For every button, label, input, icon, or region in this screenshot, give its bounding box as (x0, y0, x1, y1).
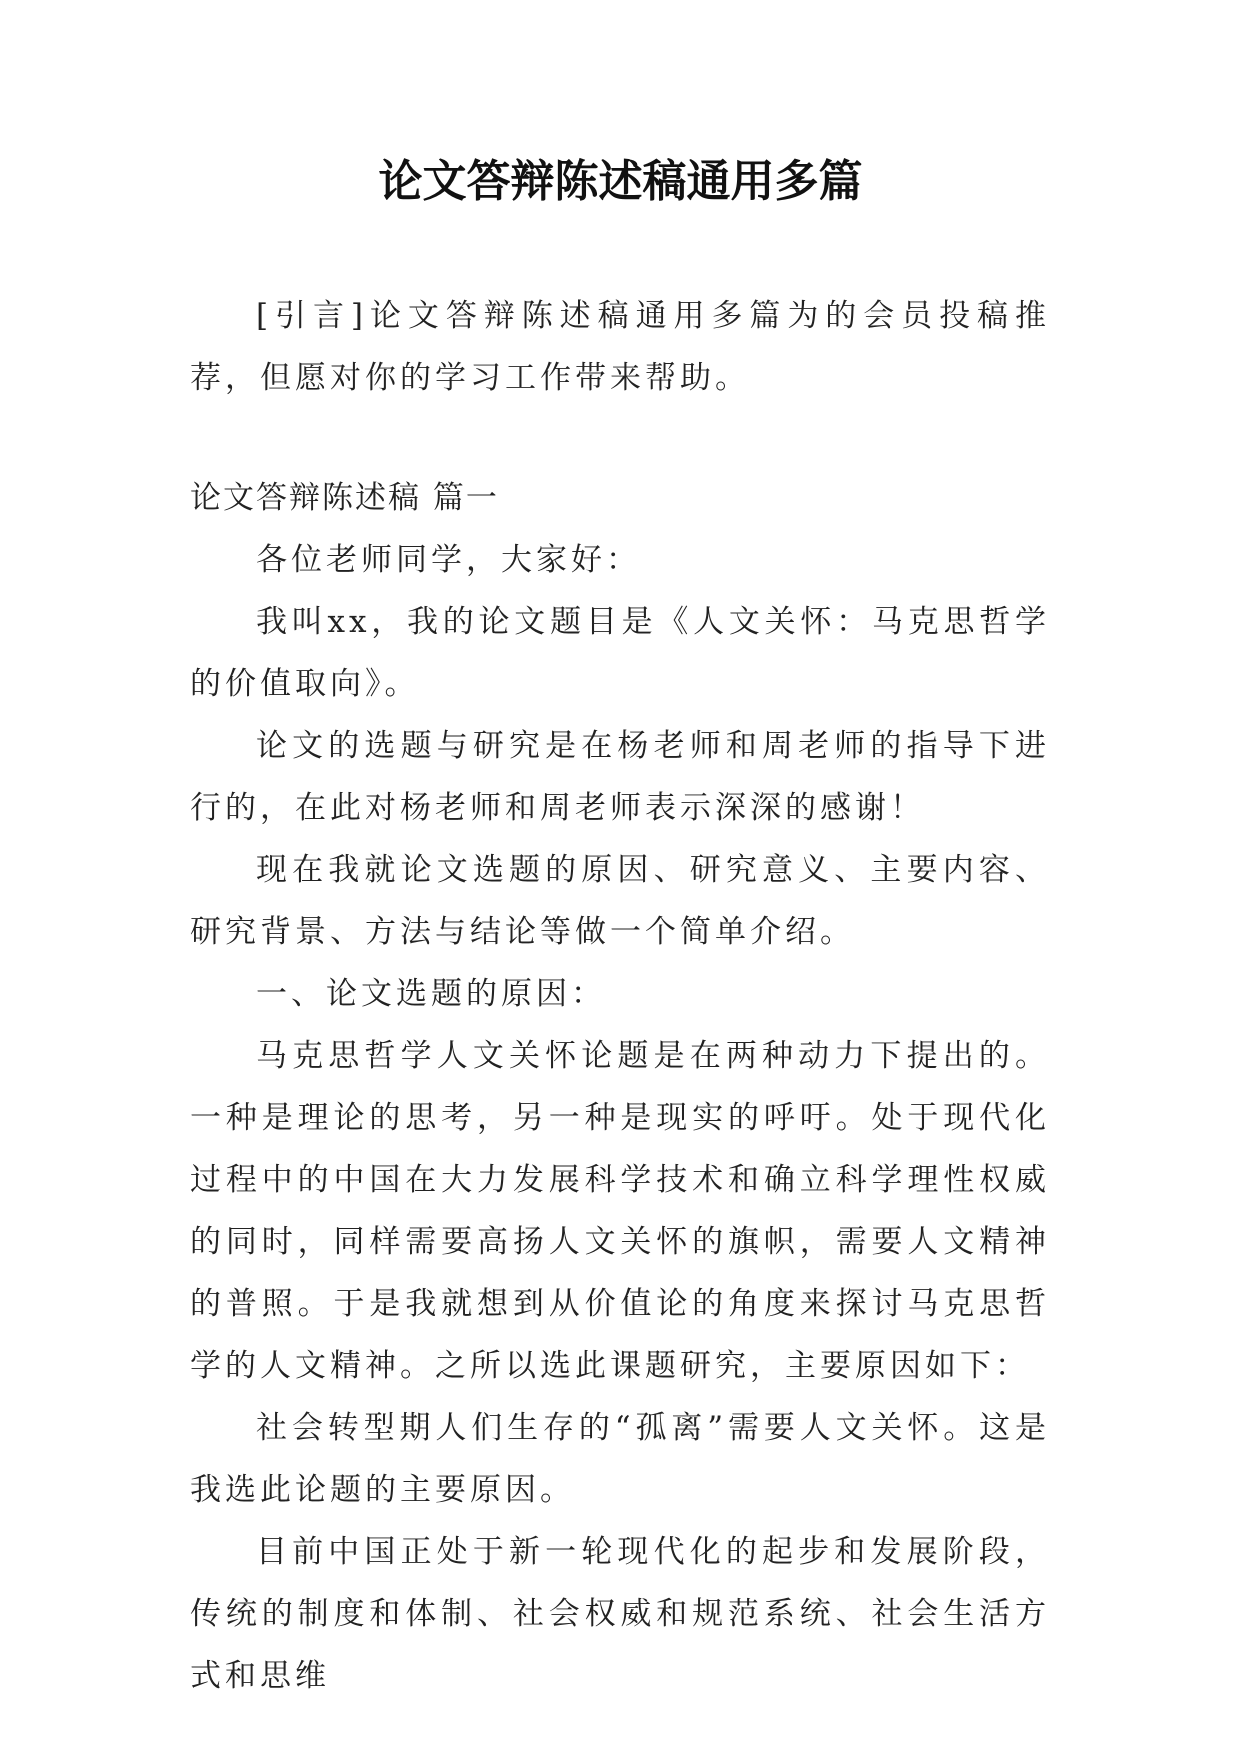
body-paragraph: 马克思哲学人文关怀论题是在两种动力下提出的。一种是理论的思考，另一种是现实的呼吁。处于现代化过程中的中国在大力发展科学技术和确立科学理性权威的同时，同样需要高扬人文关怀的旗帜，需要人文精神的普照。于是我就想到从价值论的角度来探讨马克思哲学的人文精神。之所以选此课题研究，主要原因如下： (190, 1038, 1050, 1384)
body-paragraph: 各位老师同学，大家好： (256, 542, 641, 578)
subsection-heading: 一、论文选题的原因： (256, 976, 606, 1012)
intro-paragraph: [引言]论文答辩陈述稿通用多篇为的会员投稿推荐，但愿对你的学习工作带来帮助。 (190, 298, 1050, 396)
body-paragraph: 论文的选题与研究是在杨老师和周老师的指导下进行的，在此对杨老师和周老师表示深深的感谢！ (190, 728, 1050, 826)
section-heading: 论文答辩陈述稿 篇一 (190, 480, 499, 516)
body-paragraph: 我叫xx，我的论文题目是《人文关怀：马克思哲学的价值取向》。 (190, 604, 1050, 702)
document-body (190, 285, 1050, 1707)
document-title: 论文答辩陈述稿通用多篇 (378, 156, 863, 207)
body-paragraph: 目前中国正处于新一轮现代化的起步和发展阶段，传统的制度和体制、社会权威和规范系统、社会生活方式和思维 (190, 1534, 1050, 1694)
body-paragraph: 社会转型期人们生存的“孤离”需要人文关怀。这是我选此论题的主要原因。 (190, 1410, 1050, 1508)
body-paragraph: 现在我就论文选题的原因、研究意义、主要内容、研究背景、方法与结论等做一个简单介绍。 (190, 852, 1050, 950)
